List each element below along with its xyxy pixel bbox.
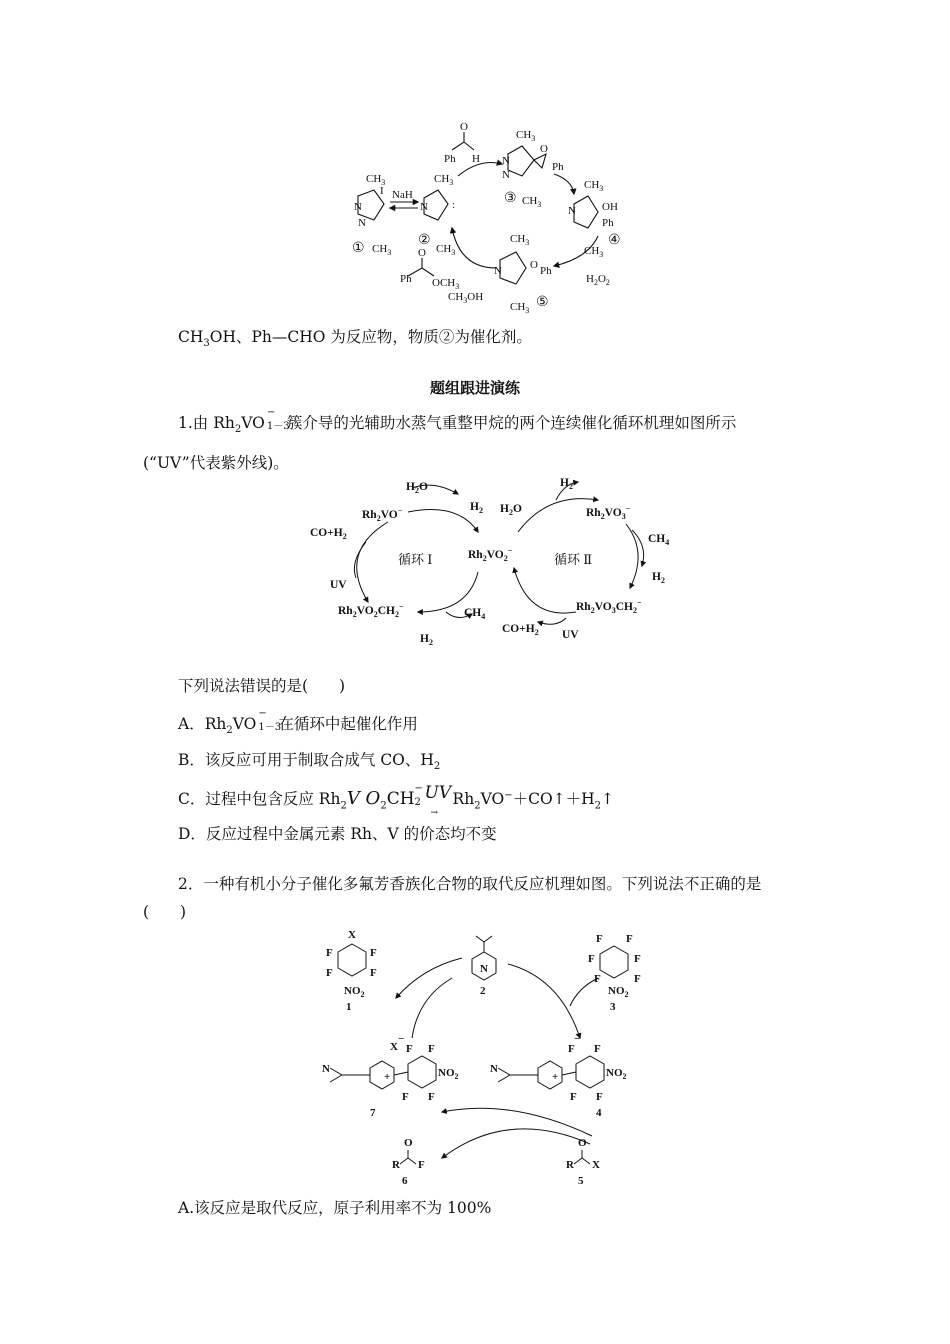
svg-text::: : — [452, 199, 456, 211]
svg-text:循环 Ⅱ: 循环 Ⅱ — [554, 552, 593, 567]
question-1-line-1: 1.由 $Rh_2VO$ − 1－3 簇介导的光辅助水蒸气重整甲烷的两个连续催化循环机理如图所示 — [178, 407, 737, 436]
svg-text:CH3: $CH_3$ — [584, 245, 604, 259]
svg-text:H2: $H_2$ — [420, 633, 433, 647]
cycle-1-arc-left — [357, 522, 388, 602]
svg-text:①: ① — [352, 241, 365, 256]
svg-text:N: N — [354, 201, 362, 213]
question-2-option-a: A.该反应是取代反应，原子利用率不为 100% — [178, 1199, 492, 1217]
svg-text:NO2: $NO_2$ — [438, 1067, 459, 1081]
svg-text:NO2: $NO_2$ — [606, 1067, 627, 1081]
svg-text:CO+H2: $CO+H_2$ — [310, 527, 347, 541]
svg-text:R: R — [566, 1159, 574, 1171]
svg-text:+: + — [552, 1071, 559, 1083]
svg-text:CO+H2: $CO+H_2$ — [502, 623, 539, 637]
svg-text:−: − — [398, 1033, 405, 1045]
svg-text:O: O — [404, 1137, 413, 1149]
svg-text:H2: $H_2$ — [652, 571, 665, 585]
svg-text:Rh2VO3CH2−: $Rh_2VO_3CH_2^-$ — [576, 598, 642, 615]
svg-text:F: F — [596, 1091, 603, 1103]
svg-text:F: F — [596, 933, 603, 945]
svg-text:N: N — [502, 169, 510, 181]
svg-text:④: ④ — [608, 233, 621, 248]
svg-text:F: F — [634, 953, 641, 965]
svg-text:CH4: $CH_4$ — [648, 533, 670, 547]
svg-text:O: O — [460, 121, 468, 133]
cycle-arrow-bottom — [452, 228, 496, 268]
svg-text:CH3: $CH_3$ — [366, 173, 386, 187]
svg-text:CH3: $CH_3$ — [510, 233, 530, 247]
svg-text:OH: OH — [602, 201, 618, 213]
svg-text:Ph: Ph — [552, 161, 564, 173]
svg-text:F: F — [418, 1159, 425, 1171]
svg-text:F: F — [406, 1043, 413, 1055]
arrow-7-to-2 — [412, 978, 452, 1038]
svg-text:F: F — [402, 1091, 409, 1103]
svg-text:②: ② — [418, 233, 431, 248]
svg-text:+: + — [384, 1071, 391, 1083]
svg-text:F: F — [568, 1043, 575, 1055]
svg-text:UV: UV — [562, 629, 579, 641]
svg-text:CH4: $CH_4$ — [464, 607, 486, 621]
cycle-1-arc-bottom — [418, 572, 478, 612]
compound-4-aryl — [576, 1056, 604, 1088]
svg-text:Rh2VO3−: $Rh_2VO_3^-$ — [586, 504, 631, 521]
arrow-4-to-7 — [442, 1108, 592, 1136]
svg-text:CH3: $CH_3$ — [372, 243, 392, 257]
cycle-arrow-right-top — [554, 174, 574, 194]
arrow-2-to-1 — [396, 958, 462, 998]
svg-text:NO2: $NO_2$ — [344, 985, 365, 999]
svg-text:Rh2VO2CH2−: $Rh_2VO_2CH_2^-$ — [338, 602, 404, 619]
svg-text:R: R — [392, 1159, 400, 1171]
svg-text:CH3: $CH_3$ — [522, 195, 542, 209]
svg-text:Rh2VO−: $Rh_2VO^-$ — [362, 506, 403, 523]
section-title: 题组跟进演练 — [430, 379, 521, 397]
svg-text:循环 Ⅰ: 循环 Ⅰ — [398, 552, 433, 567]
svg-text:Ph: Ph — [540, 265, 552, 277]
svg-text:N: N — [480, 963, 488, 975]
svg-text:CH3: $CH_3$ — [510, 301, 530, 315]
arrow-5-in — [442, 1129, 590, 1158]
option-1-d: D．反应过程中金属元素 Rh、V 的价态均不变 — [178, 825, 497, 843]
compound-4-pyridinium — [538, 1061, 562, 1089]
svg-text:⑤: ⑤ — [536, 295, 549, 310]
svg-text:③: ③ — [504, 191, 517, 206]
svg-text:CH3: $CH_3$ — [516, 129, 536, 143]
option-1-c: C．过程中包含反应 $Rh_2V$ $O_2CH$ − 2 UV → $Rh_2VO^-+CO↑+H_2↑$ — [178, 783, 615, 819]
svg-text:3: 3 — [610, 1001, 616, 1013]
substitution-mechanism-figure — [312, 918, 672, 1190]
svg-text:N: N — [358, 217, 366, 229]
svg-text:F: F — [594, 1043, 601, 1055]
svg-text:X: X — [348, 929, 356, 941]
svg-text:CH3OH: $CH_3OH$ — [448, 291, 484, 305]
svg-text:F: F — [634, 973, 641, 985]
svg-text:H2: $H_2$ — [560, 477, 573, 491]
svg-text:F: F — [370, 967, 377, 979]
svg-text:F: F — [326, 947, 333, 959]
svg-text:O: O — [530, 259, 538, 271]
svg-text:6: 6 — [402, 1175, 408, 1187]
svg-text:X: X — [592, 1159, 600, 1171]
arrow-2-to-4 — [508, 964, 580, 1038]
svg-text:F: F — [594, 973, 601, 985]
svg-text:7: 7 — [370, 1107, 376, 1119]
svg-text:F: F — [626, 933, 633, 945]
svg-text:Ph: Ph — [444, 153, 456, 165]
svg-text:N: N — [502, 155, 510, 167]
svg-text:O: O — [578, 1137, 587, 1149]
svg-text:F: F — [570, 1091, 577, 1103]
option-1-a: A．$Rh_2VO$ − 1－3 在循环中起催化作用 — [178, 708, 418, 737]
svg-text:N: N — [494, 265, 502, 277]
svg-text:N: N — [568, 205, 576, 217]
intro-line: $CH_3OH$、Ph—CHO 为反应物，物质②为催化剂。 — [178, 328, 532, 350]
svg-text:O: O — [540, 143, 548, 155]
svg-text:−: − — [574, 1033, 581, 1045]
svg-text:N: N — [490, 1063, 498, 1075]
question-2-line-1: 2．一种有机小分子催化多氟芳香族化合物的取代反应机理如图。下列说法不正确的是 — [178, 875, 762, 893]
compound-1-ring — [338, 944, 366, 976]
compound-3-ring — [508, 146, 534, 176]
catalytic-cycle-figure-2 — [308, 472, 688, 652]
svg-text:UV: UV — [330, 579, 347, 591]
svg-text:1: 1 — [346, 1001, 352, 1013]
svg-text:5: 5 — [578, 1175, 584, 1187]
question-2-line-2: ( ) — [143, 903, 187, 921]
compound-7-aryl — [408, 1056, 436, 1088]
compound-5-ring — [500, 252, 526, 284]
cycle-2-arc-right — [626, 524, 638, 588]
svg-text:X: X — [390, 1041, 398, 1053]
svg-text:N: N — [420, 201, 428, 213]
svg-text:H2O2: $H_2O_2$ — [586, 273, 610, 287]
svg-text:Ph: Ph — [602, 217, 614, 229]
svg-text:4: 4 — [596, 1107, 602, 1119]
cycle-2-arc-bottom — [514, 568, 576, 613]
svg-text:H: H — [472, 153, 480, 165]
svg-text:F: F — [370, 947, 377, 959]
svg-text:NO2: $NO_2$ — [608, 985, 629, 999]
svg-text:OCH3: $OCH_3$ — [432, 277, 460, 291]
svg-text:F: F — [588, 953, 595, 965]
cycle-1-arc-right — [408, 510, 478, 533]
svg-text:F: F — [326, 967, 333, 979]
svg-text:H2O: $H_2O$ — [500, 503, 522, 517]
compound-7-pyridinium — [370, 1061, 394, 1089]
option-1-b: B．该反应可用于制取合成气 CO、$H_2$ — [178, 751, 441, 773]
svg-text:H2: $H_2$ — [470, 501, 483, 515]
svg-text:Ph: Ph — [400, 273, 412, 285]
svg-text:2: 2 — [480, 985, 486, 997]
svg-text:CH3: $CH_3$ — [584, 179, 604, 193]
question-1-stem: 下列说法错误的是( ) — [178, 677, 346, 695]
compound-3-ring — [600, 946, 628, 978]
svg-text:N: N — [322, 1063, 330, 1075]
cycle-arrow-top — [458, 163, 502, 177]
question-1-line-2: (“UV”代表紫外线)。 — [143, 454, 289, 472]
svg-text:CH3: $CH_3$ — [436, 243, 456, 257]
catalytic-cycle-figure-1 — [340, 118, 630, 318]
svg-text:H2O: $H_2O$ — [406, 481, 428, 495]
svg-text:F: F — [428, 1091, 435, 1103]
svg-text:I: I — [380, 185, 384, 197]
svg-text:O: O — [418, 247, 426, 259]
svg-text:Rh2VO2−: $Rh_2VO_2^-$ — [468, 546, 513, 563]
svg-text:NaH: NaH — [392, 189, 413, 201]
svg-text:F: F — [428, 1043, 435, 1055]
svg-text:CH3: $CH_3$ — [434, 173, 454, 187]
compound-4-ring — [574, 196, 598, 228]
